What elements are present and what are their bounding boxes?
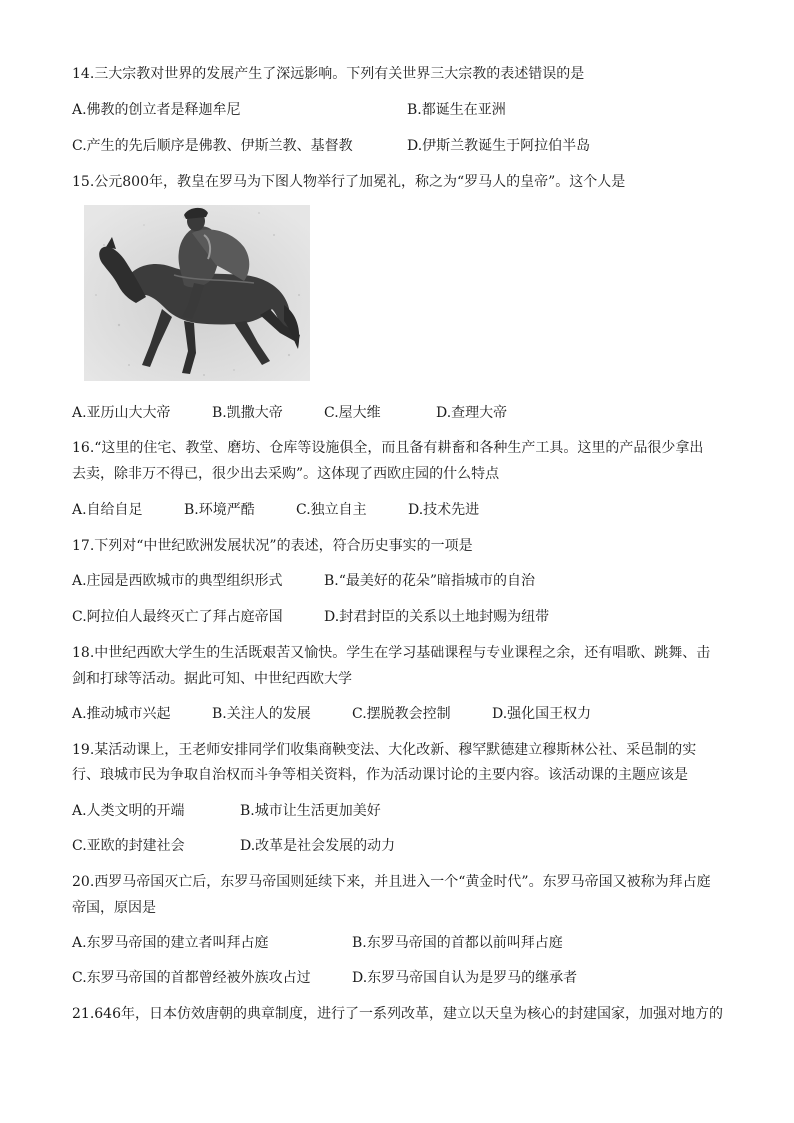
question-15-stem: 15.公元800年，教皇在罗马为下图人物举行了加冕礼，称之为“罗马人的皇帝”。这个人是	[72, 174, 626, 190]
question-14-option-b: B.都诞生在亚洲	[407, 102, 506, 118]
question-20-stem-line-2: 帝国，原因是	[72, 900, 156, 916]
question-17-option-b: B.“最美好的花朵”暗指城市的自治	[324, 573, 536, 589]
question-19-option-d: D.改革是社会发展的动力	[240, 838, 396, 854]
equestrian-statue-illustration	[84, 205, 310, 381]
question-19-stem-line-1: 19.某活动课上，王老师安排同学们收集商鞅变法、大化改新、穆罕默德建立穆斯林公社、采邑制的实	[72, 742, 697, 758]
question-19-stem-line-2: 行、琅城市民为争取自治权而斗争等相关资料，作为活动课讨论的主要内容。该活动课的主题应该是	[72, 767, 688, 783]
question-16-option-b: B.环境严酷	[184, 502, 255, 518]
question-16-option-d: D.技术先进	[408, 502, 480, 518]
question-14-stem: 14.三大宗教对世界的发展产生了深远影响。下列有关世界三大宗教的表述错误的是	[72, 66, 585, 82]
question-18-stem-line-1: 18.中世纪西欧大学生的生活既艰苦又愉快。学生在学习基础课程与专业课程之余，还有唱歌、跳舞、击	[72, 645, 711, 661]
question-16-option-c: C.独立自主	[296, 502, 367, 518]
question-15-option-b: B.凯撒大帝	[212, 405, 283, 421]
question-16-stem-line-2: 去卖，除非万不得已，很少出去采购”。这体现了西欧庄园的什么特点	[72, 466, 500, 482]
question-14-option-d: D.伊斯兰教诞生于阿拉伯半岛	[407, 138, 591, 154]
question-20-option-c: C.东罗马帝国的首都曾经被外族攻占过	[72, 970, 311, 986]
question-18-option-a: A.推动城市兴起	[72, 706, 171, 722]
question-17-stem: 17.下列对“中世纪欧洲发展状况”的表述，符合历史事实的一项是	[72, 538, 473, 554]
question-18-stem-line-2: 剑和打球等活动。据此可知、中世纪西欧大学	[72, 671, 352, 687]
charlemagne-statue-image	[84, 205, 310, 381]
question-20-option-b: B.东罗马帝国的首都以前叫拜占庭	[352, 935, 563, 951]
question-19-option-b: B.城市让生活更加美好	[240, 803, 381, 819]
question-20-option-d: D.东罗马帝国自认为是罗马的继承者	[352, 970, 578, 986]
question-15-option-c: C.屋大维	[324, 405, 381, 421]
question-19-option-a: A.人类文明的开端	[72, 803, 185, 819]
question-19-option-c: C.亚欧的封建社会	[72, 838, 185, 854]
question-16-stem-line-1: 16.“这里的住宅、教堂、磨坊、仓库等设施俱全，而且备有耕畜和各种生产工具。这里的产品很少拿出	[72, 440, 704, 456]
question-15-option-a: A.亚历山大大帝	[72, 405, 171, 421]
question-17-option-c: C.阿拉伯人最终灭亡了拜占庭帝国	[72, 609, 283, 625]
question-14-option-a: A.佛教的创立者是释迦牟尼	[72, 102, 241, 118]
question-17-option-d: D.封君封臣的关系以土地封赐为纽带	[324, 609, 550, 625]
question-16-option-a: A.自给自足	[72, 502, 143, 518]
question-14-option-c: C.产生的先后顺序是佛教、伊斯兰教、基督教	[72, 138, 353, 154]
question-20-option-a: A.东罗马帝国的建立者叫拜占庭	[72, 935, 269, 951]
question-18-option-b: B.关注人的发展	[212, 706, 311, 722]
question-17-option-a: A.庄园是西欧城市的典型组织形式	[72, 573, 283, 589]
question-18-option-c: C.摆脱教会控制	[352, 706, 451, 722]
question-20-stem-line-1: 20.西罗马帝国灭亡后，东罗马帝国则延续下来，并且进入一个“黄金时代”。东罗马帝国又被称为拜占庭	[72, 874, 711, 890]
question-18-option-d: D.强化国王权力	[492, 706, 592, 722]
question-15-option-d: D.查理大帝	[436, 405, 508, 421]
question-21-stem: 21.646年，日本仿效唐朝的典章制度，进行了一系列改革，建立以天皇为核心的封建国家，加强对地方的	[72, 1006, 723, 1022]
